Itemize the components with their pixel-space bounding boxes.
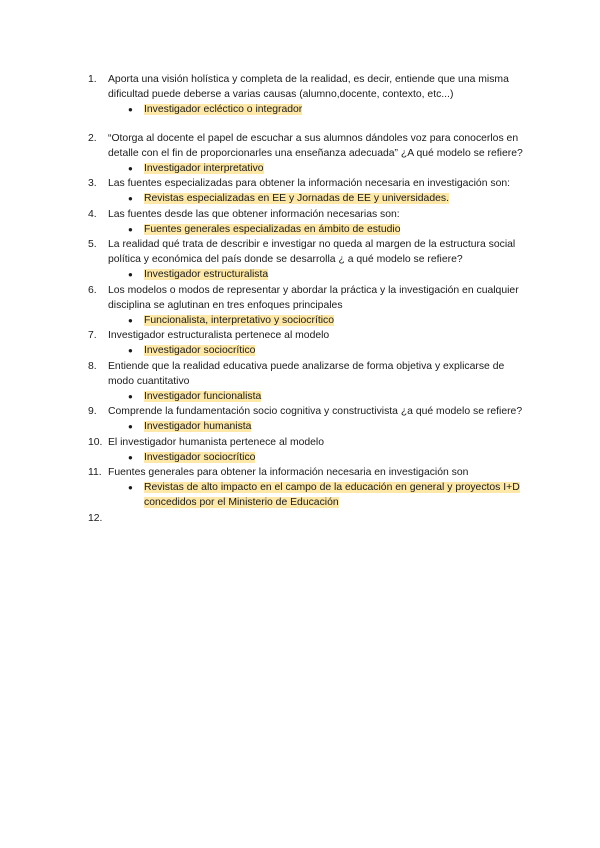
- question-text: Fuentes generales para obtener la información necesaria en investigación son: [108, 467, 469, 479]
- answer-line: [108, 450, 528, 465]
- answer-text: Investigador estructuralista: [144, 269, 269, 281]
- question-text: Aporta una visión holística y completa de la realidad, es decir, entiende que una misma dificultad puede deberse a varias causas (alumno,docente, contexto, etc...): [108, 74, 509, 101]
- answer-line: [108, 480, 528, 510]
- answer-text: Investigador sociocrítico: [144, 451, 256, 463]
- answer-text: Revistas de alto impacto en el campo de la educación en general y proyectos I+D concedidos por el Ministerio de Educación: [144, 482, 520, 509]
- bullet-icon: ●: [128, 270, 133, 280]
- answer-text: Fuentes generales especializadas en ámbito de estudio: [144, 223, 401, 235]
- answer-line: [108, 313, 528, 328]
- question-text: Entiende que la realidad educativa puede analizarse de forma objetiva y explicarse de modo cuantitativo: [108, 360, 505, 387]
- question-text: Las fuentes especializadas para obtener la información necesaria en investigación son:: [108, 178, 511, 190]
- bullet-icon: ●: [128, 422, 133, 432]
- bullet-icon: ●: [128, 346, 133, 356]
- bullet-icon: ●: [128, 483, 133, 493]
- item-number: 1.: [88, 74, 97, 85]
- answer-text: Investigador interpretativo: [144, 163, 264, 175]
- bullet-icon: ●: [128, 392, 133, 402]
- question-text: “Otorga al docente el papel de escuchar a sus alumnos dándoles voz para conocerlos en detalle con el fin de proporcionarles una enseñanza adecuada” ¿A qué modelo se refiere?: [108, 132, 523, 159]
- answer-line: [108, 102, 528, 117]
- answer-line: [108, 161, 528, 176]
- answer-line: [108, 343, 528, 358]
- answer-text: Revistas especializadas en EE y Jornadas de EE y universidades.: [144, 193, 449, 205]
- item-number: 12.: [88, 512, 103, 524]
- list-item: [88, 283, 528, 329]
- item-number: 3.: [88, 178, 97, 190]
- answer-line: [108, 389, 528, 404]
- answer-text: Investigador funcionalista: [144, 391, 262, 403]
- answer-text: Investigador ecléctico o integrador: [144, 104, 303, 116]
- answer-line: [108, 267, 528, 282]
- list-item: [88, 176, 528, 206]
- answer-text: Funcionalista, interpretativo y sociocrítico: [144, 315, 334, 327]
- question-text: [108, 511, 528, 526]
- list-item: [88, 435, 528, 465]
- list-item: [88, 404, 528, 434]
- item-number: 4.: [88, 208, 97, 220]
- bullet-icon: ●: [128, 194, 133, 204]
- item-number: 8.: [88, 360, 97, 372]
- list-item: [88, 328, 528, 358]
- item-number: 6.: [88, 284, 97, 296]
- list-item: [88, 237, 528, 283]
- item-number: 5.: [88, 239, 97, 251]
- list-item: [88, 207, 528, 237]
- item-number: 7.: [88, 330, 97, 342]
- bullet-icon: ●: [128, 224, 133, 234]
- item-number: 9.: [88, 406, 97, 418]
- list-item: [88, 72, 528, 118]
- answer-line: [108, 222, 528, 237]
- answer-text: Investigador humanista: [144, 421, 252, 433]
- list-item: [88, 131, 528, 177]
- bullet-icon: ●: [128, 164, 133, 174]
- question-text: Los modelos o modos de representar y abordar la práctica y la investigación en cualquier disciplina se aglutinan en tres enfoques principales: [108, 284, 519, 311]
- question-text: Comprende la fundamentación socio cognitiva y constructivista ¿a qué modelo se refiere?: [108, 406, 523, 418]
- answer-text: Investigador sociocrítico: [144, 345, 256, 357]
- question-text: Las fuentes desde las que obtener información necesarias son:: [108, 208, 400, 220]
- list-item: [88, 359, 528, 405]
- answer-line: [108, 191, 528, 206]
- bullet-icon: ●: [128, 105, 133, 115]
- question-list: [88, 72, 528, 526]
- question-text: El investigador humanista pertenece al modelo: [108, 436, 325, 448]
- answer-line: [108, 419, 528, 434]
- item-number: 2.: [88, 132, 97, 144]
- item-number: 10.: [88, 436, 103, 448]
- list-item: [88, 465, 528, 511]
- bullet-icon: ●: [128, 316, 133, 326]
- question-text: Investigador estructuralista pertenece al modelo: [108, 330, 330, 342]
- list-item: [88, 511, 528, 526]
- question-text: La realidad qué trata de describir e investigar no queda al margen de la estructura social política y económica del país donde se desarrolla ¿ a qué modelo se refiere?: [108, 239, 516, 266]
- item-number: 11.: [88, 467, 102, 479]
- bullet-icon: ●: [128, 452, 133, 462]
